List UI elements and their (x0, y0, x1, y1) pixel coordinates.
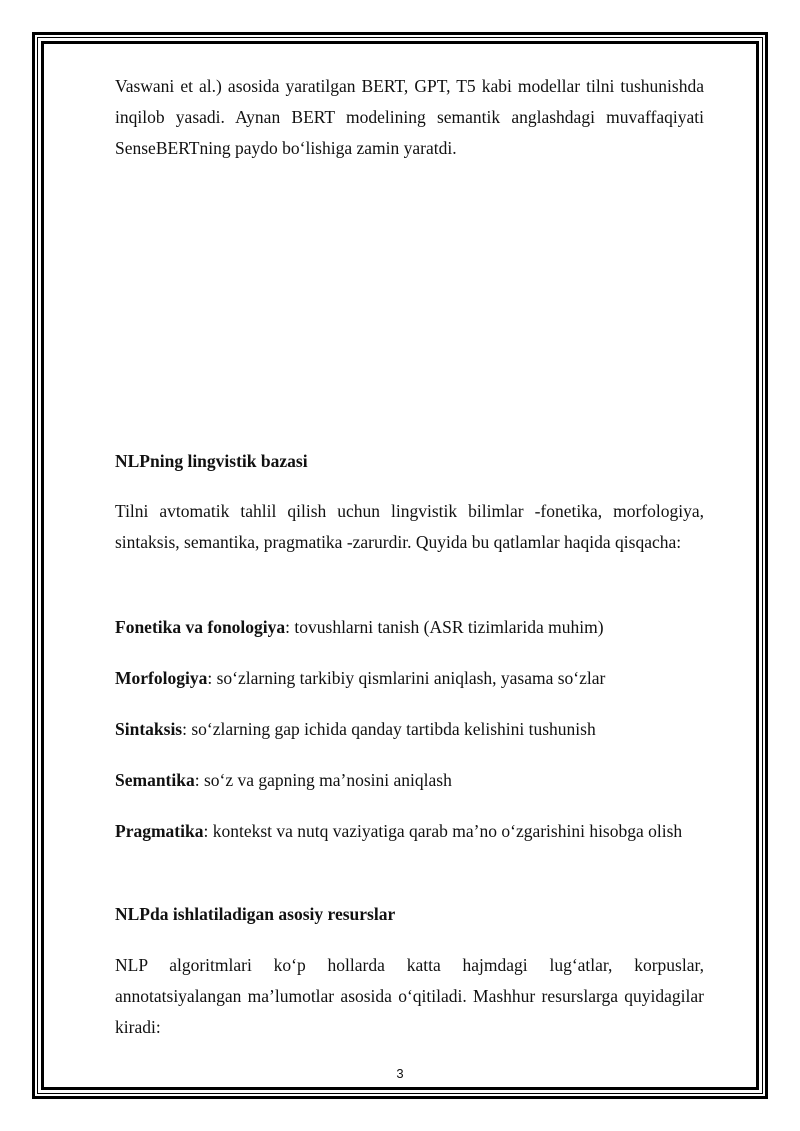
list-item-phonetics (115, 612, 704, 643)
section-heading-linguistic-base: NLPning lingvistik bazasi (115, 451, 308, 471)
term-description: : kontekst va nutq vaziyatiga qarab ma’no o‘zgarishini hisobga olish (203, 821, 683, 841)
term-description: : so‘z va gapning ma’nosini aniqlash (194, 770, 452, 790)
term-description: : so‘zlarning tarkibiy qismlarini aniqlash, yasama so‘zlar (207, 668, 606, 688)
term-label: Fonetika va fonologiya (115, 617, 286, 637)
list-item-semantics (115, 765, 704, 796)
list-item-syntax (115, 714, 704, 745)
term-label: Sintaksis (115, 719, 183, 739)
page-number: 3 (396, 1066, 404, 1081)
term-label: Pragmatika (115, 821, 204, 841)
page-content (115, 0, 704, 1131)
term-description: : so‘zlarning gap ichida qanday tartibda kelishini tushunish (182, 719, 596, 739)
list-item-pragmatics (115, 816, 704, 847)
list-item-morphology (115, 663, 704, 694)
term-description: : tovushlarni tanish (ASR tizimlarida muhim) (285, 617, 604, 637)
section-heading-resources: NLPda ishlatiladigan asosiy resurslar (115, 904, 396, 924)
term-label: Morfologiya (115, 668, 208, 688)
section-intro-resources: NLP algoritmlari ko‘p hollarda katta hajmdagi lug‘atlar, korpuslar, annotatsiyalangan ma’lumotlar asosida o‘qitiladi. Mashhur resurslarga quyidagilar kiradi: (115, 955, 704, 1037)
term-label: Semantika (115, 770, 195, 790)
section-intro-linguistic-base: Tilni avtomatik tahlil qilish uchun lingvistik bilimlar -fonetika, morfologiya, sintaksis, semantika, pragmatika -zarurdir. Quyida bu qatlamlar haqida qisqacha: (115, 501, 704, 552)
intro-paragraph: Vaswani et al.) asosida yaratilgan BERT, GPT, T5 kabi modellar tilni tushunishda inqilob yasadi. Aynan BERT modelining semantik anglashdagi muvaffaqiyati SenseBERTning paydo bo‘lishiga zamin yaratdi. (115, 76, 704, 158)
